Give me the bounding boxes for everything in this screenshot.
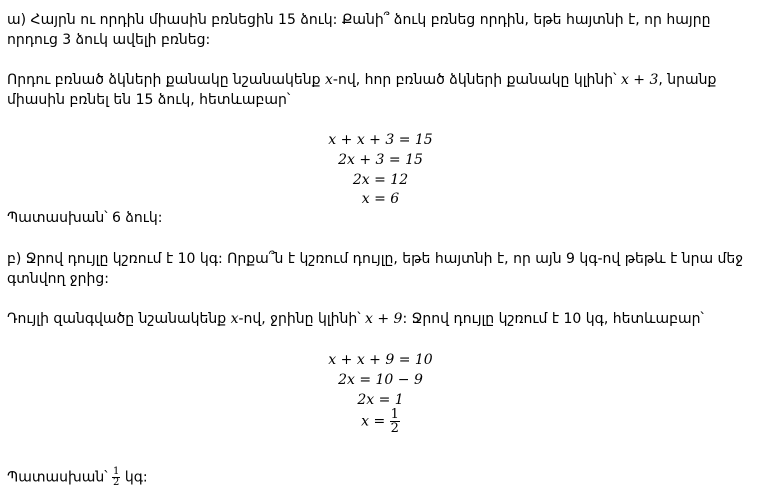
setup-a-expression: x + 3 [620, 72, 659, 88]
problem-a-setup [7, 70, 752, 110]
answer-fraction-numerator: 1 [113, 466, 120, 477]
setup-b-mid: -ով, ջրինը կլինի՝ [238, 311, 366, 327]
answer-fraction-denominator: 2 [113, 477, 120, 488]
answer-a: Պատասխան՝ 6 ձուկ: [7, 210, 163, 226]
fraction-denominator: 2 [390, 421, 399, 436]
equation-b-3: 2x = 1 [357, 392, 404, 408]
equation-a-1: x + x + 3 = 15 [328, 132, 433, 148]
setup-a-pre: Որդու բռնած ձկների քանակը նշանակենք [7, 72, 325, 88]
setup-a-post: , նրանք միասին բռնել են 15 ձուկ, հետևաբար՝ [7, 72, 717, 108]
variable-x: x [230, 311, 239, 327]
setup-b-pre: Դույլի զանգվածը նշանակենք [7, 311, 231, 327]
setup-a-mid: -ով, հոր բռնած ձկների քանակը կլինի՝ [332, 72, 621, 88]
setup-b-expression: x + 9 [365, 311, 403, 327]
answer-b [7, 467, 752, 488]
setup-b-post: : Ջրով դույլը կշռում է 10 կգ, հետևաբար՝ [402, 311, 704, 327]
answer-b-post: կգ: [120, 469, 148, 486]
answer-b-pre: Պատասխան՝ [7, 469, 112, 486]
fraction-numerator: 1 [390, 407, 399, 422]
equation-b-4 [0, 408, 761, 435]
problem-b-setup [7, 309, 752, 329]
fraction-one-half [390, 408, 400, 435]
problem-b-text: բ) Ջրով դույլը կշռում է 10 կգ: Որքա՞ն է կշռում դույլը, եթե հայտնի է, որ այն 9 կգ-ով թեթև է նրա մեջ գտնվող ջրից: [7, 251, 744, 287]
problem-a-text: ա) Հայրն ու որդին միասին բռնեցին 15 ձուկ: Քանի՞ ձուկ բռնեց որդին, եթե հայտնի է, որ հայրը որդուց 3 ձուկ ավելի բռնեց: [7, 12, 711, 48]
equation-b-1: x + x + 9 = 10 [328, 352, 433, 368]
equation-a-4: x = 6 [361, 191, 400, 207]
equation-b-2: 2x = 10 − 9 [338, 372, 423, 388]
equation-b-4-lhs: x = [361, 413, 390, 430]
variable-x: x [325, 72, 333, 88]
equation-a-3: 2x = 12 [352, 172, 409, 188]
equation-a-2: 2x + 3 = 15 [338, 152, 423, 168]
